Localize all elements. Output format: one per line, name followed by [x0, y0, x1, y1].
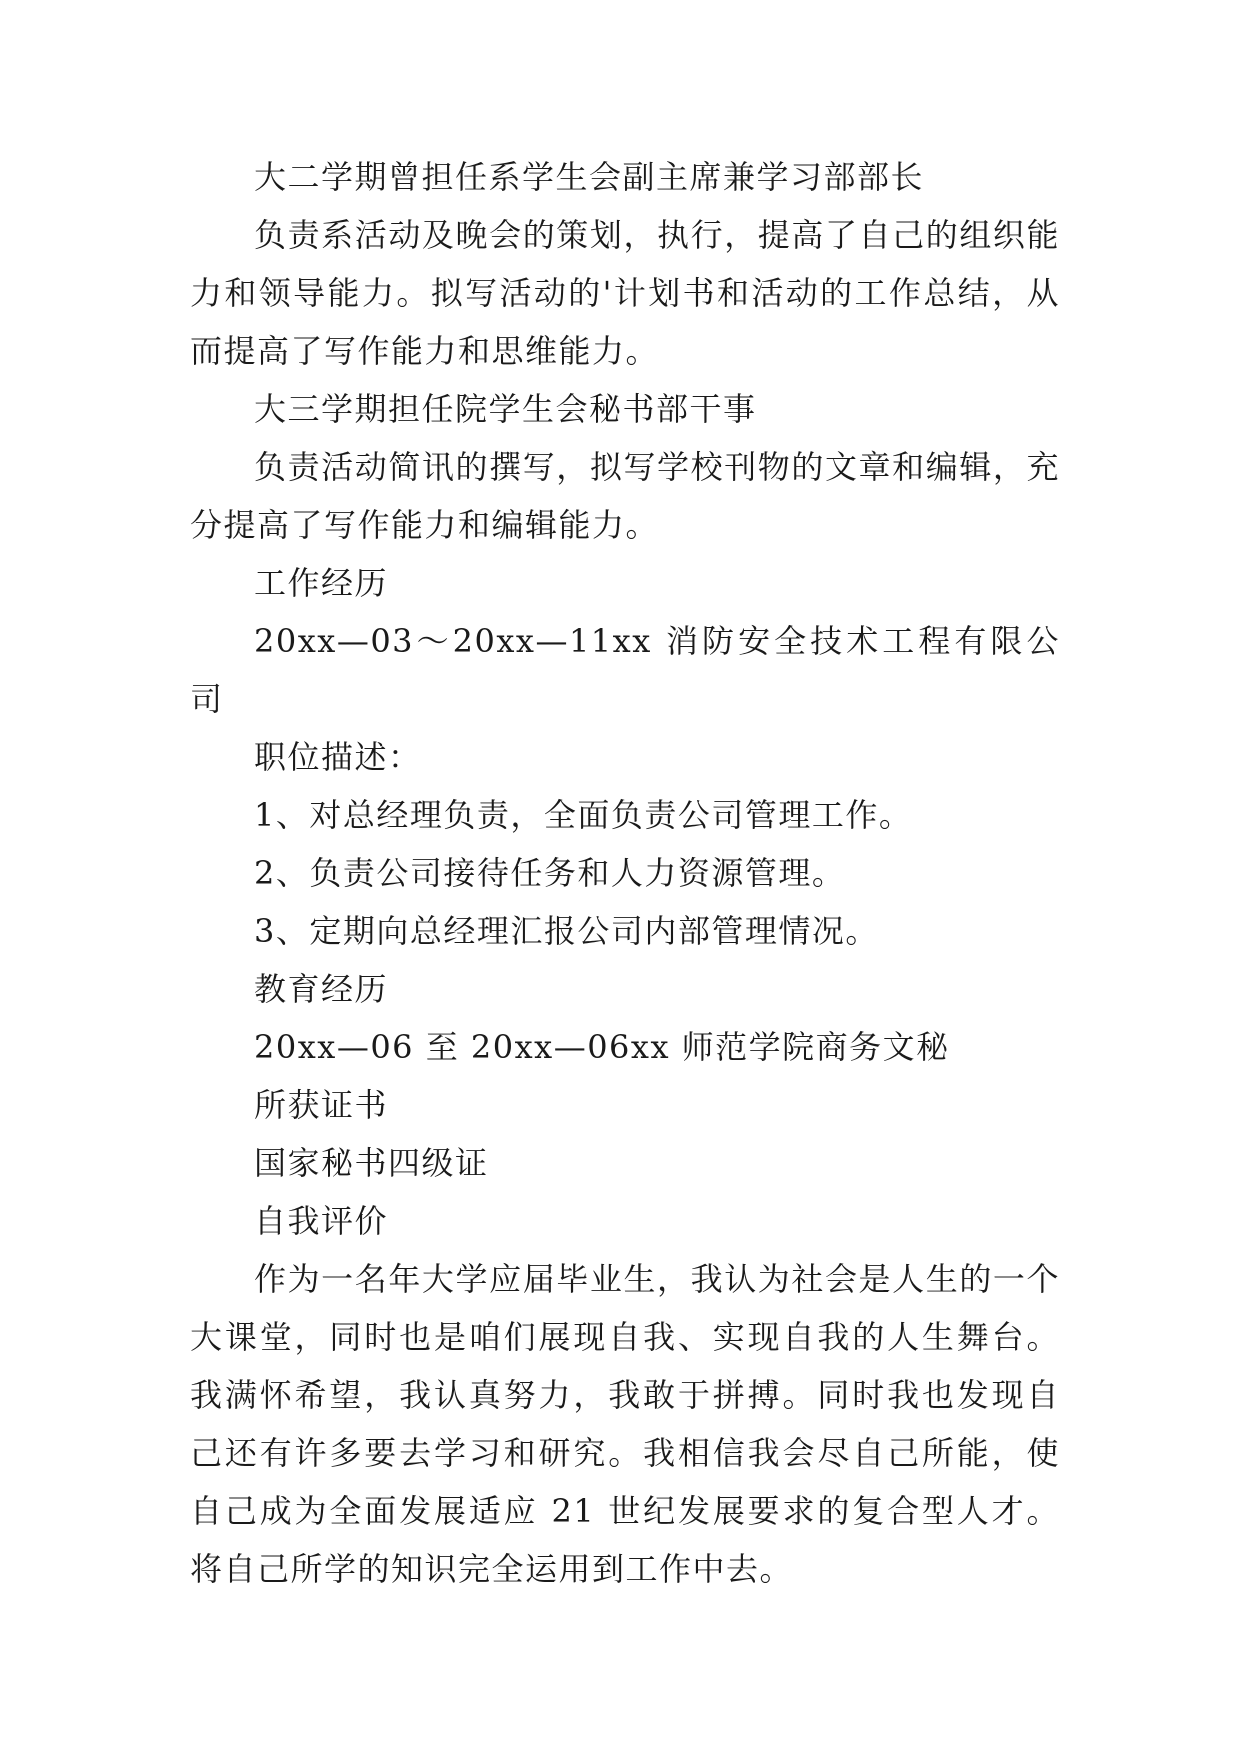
section-heading-certificates: 所获证书 — [254, 1086, 389, 1124]
paragraph-event-planning: 负责系活动及晚会的策划，执行，提高了自己的组织能力和领导能力。拟写活动的'计划书和活动的工作总结，从而提高了写作能力和思维能力。 — [190, 216, 1060, 370]
job-description-heading: 职位描述： — [254, 738, 422, 776]
section-heading-education: 教育经历 — [254, 970, 389, 1008]
section-heading-self-evaluation: 自我评价 — [254, 1202, 389, 1240]
job-duty-item-2: 2、负责公司接待任务和人力资源管理。 — [254, 854, 846, 892]
section-heading-work-experience: 工作经历 — [254, 564, 389, 602]
work-entry-company: 20xx—03～20xx—11xx 消防安全技术工程有限公司 — [190, 622, 1060, 718]
job-duty-item-1: 1、对总经理负责，全面负责公司管理工作。 — [254, 796, 913, 834]
paragraph-student-union-vice-chair: 大二学期曾担任系学生会副主席兼学习部部长 — [254, 158, 925, 196]
self-evaluation-text: 作为一名年大学应届毕业生，我认为社会是人生的一个大课堂，同时也是咱们展现自我、实现自我的人生舞台。我满怀希望，我认真努力，我敢于拼搏。同时我也发现自己还有许多要去学习和研究。我相信我会尽自己所能，使自己成为全面发展适应 21 世纪发展要求的复合型人才。将自己所学的知识完全运用到工作中去。 — [190, 1260, 1060, 1588]
paragraph-secretary-officer: 大三学期担任院学生会秘书部干事 — [254, 390, 757, 428]
document-page — [190, 148, 1060, 1598]
education-entry: 20xx—06 至 20xx—06xx 师范学院商务文秘 — [254, 1028, 950, 1066]
job-duty-item-3: 3、定期向总经理汇报公司内部管理情况。 — [254, 912, 879, 950]
paragraph-newsletter-writing: 负责活动简讯的撰写，拟写学校刊物的文章和编辑，充分提高了写作能力和编辑能力。 — [190, 448, 1060, 544]
certificate-entry: 国家秘书四级证 — [254, 1144, 489, 1182]
